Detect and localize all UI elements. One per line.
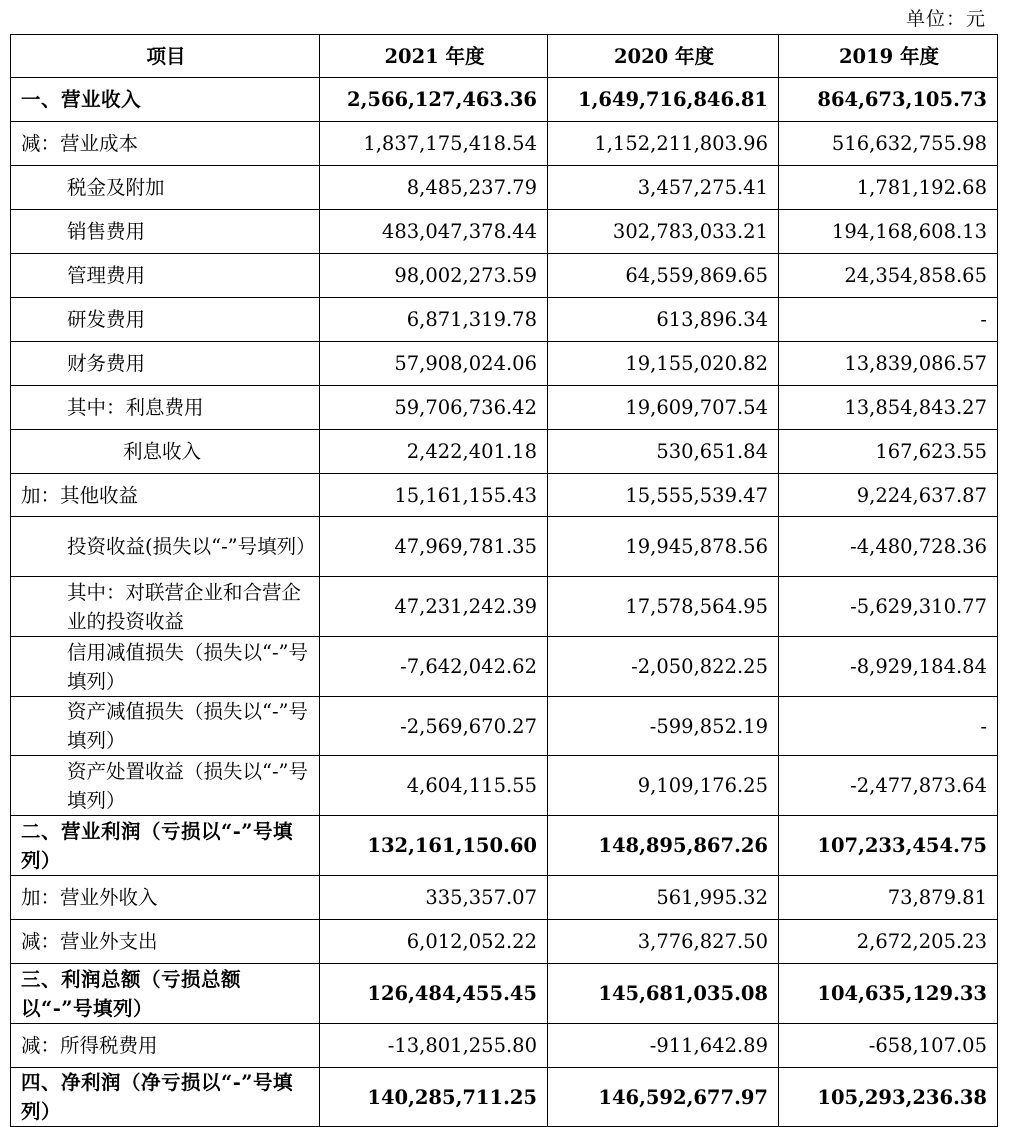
value-2019: 194,168,608.13 (779, 210, 998, 254)
table-row (11, 577, 998, 637)
value-2020: 1,649,716,846.81 (548, 78, 779, 122)
row-label: 一、营业收入 (11, 78, 320, 122)
value-2020: 19,945,878.56 (548, 517, 779, 577)
value-2019: -2,477,873.64 (779, 756, 998, 816)
value-2020: 3,776,827.50 (548, 920, 779, 964)
table-header-row (11, 35, 998, 78)
value-2021: 140,285,711.25 (320, 1068, 548, 1127)
value-2020: -599,852.19 (548, 697, 779, 756)
row-label: 加：其他收益 (11, 474, 320, 517)
value-2021: 15,161,155.43 (320, 474, 548, 517)
value-2021: 6,871,319.78 (320, 298, 548, 342)
value-2019: 13,839,086.57 (779, 342, 998, 386)
value-2021: -2,569,670.27 (320, 697, 548, 756)
value-2019: 9,224,637.87 (779, 474, 998, 517)
row-label: 资产减值损失（损失以“-”号填列） (11, 697, 320, 756)
value-2020: 530,651.84 (548, 430, 779, 474)
row-label: 三、利润总额（亏损总额以“-”号填列） (11, 964, 320, 1024)
value-2019: - (779, 697, 998, 756)
value-2021: 98,002,273.59 (320, 254, 548, 298)
table-row (11, 298, 998, 342)
row-label: 其中：对联营企业和合营企业的投资收益 (11, 577, 320, 637)
table-row (11, 1024, 998, 1068)
table-row (11, 122, 998, 166)
row-label: 二、营业利润（亏损以“-”号填列） (11, 816, 320, 876)
value-2020: 19,155,020.82 (548, 342, 779, 386)
value-2021: 2,422,401.18 (320, 430, 548, 474)
value-2020: 1,152,211,803.96 (548, 122, 779, 166)
unit-label: 单位：元 (905, 8, 986, 30)
value-2020: 64,559,869.65 (548, 254, 779, 298)
value-2021: 47,969,781.35 (320, 517, 548, 577)
header-2021: 2021 年度 (320, 35, 548, 78)
value-2020: 302,783,033.21 (548, 210, 779, 254)
value-2019: 167,623.55 (779, 430, 998, 474)
value-2021: -7,642,042.62 (320, 637, 548, 697)
table-row (11, 342, 998, 386)
row-label: 投资收益(损失以“-”号填列） (11, 517, 320, 577)
value-2021: 335,357.07 (320, 876, 548, 920)
value-2019: 105,293,236.38 (779, 1068, 998, 1127)
table-row (11, 430, 998, 474)
table-row (11, 1068, 998, 1127)
value-2019: 1,781,192.68 (779, 166, 998, 210)
table-row (11, 637, 998, 697)
row-label: 销售费用 (11, 210, 320, 254)
value-2020: -2,050,822.25 (548, 637, 779, 697)
value-2020: 148,895,867.26 (548, 816, 779, 876)
value-2021: 483,047,378.44 (320, 210, 548, 254)
value-2019: 24,354,858.65 (779, 254, 998, 298)
row-label: 四、净利润（净亏损以“-”号填列） (11, 1068, 320, 1127)
table-row (11, 210, 998, 254)
table-row (11, 964, 998, 1024)
value-2020: 15,555,539.47 (548, 474, 779, 517)
row-label: 信用减值损失（损失以“-”号填列） (11, 637, 320, 697)
value-2019: -4,480,728.36 (779, 517, 998, 577)
value-2019: -658,107.05 (779, 1024, 998, 1068)
value-2021: -13,801,255.80 (320, 1024, 548, 1068)
row-label: 管理费用 (11, 254, 320, 298)
header-item: 项目 (11, 35, 320, 78)
value-2021: 8,485,237.79 (320, 166, 548, 210)
value-2020: 613,896.34 (548, 298, 779, 342)
row-label: 税金及附加 (11, 166, 320, 210)
table-row (11, 166, 998, 210)
value-2021: 57,908,024.06 (320, 342, 548, 386)
value-2021: 132,161,150.60 (320, 816, 548, 876)
table-row (11, 756, 998, 816)
value-2019: 13,854,843.27 (779, 386, 998, 430)
row-label: 其中：利息费用 (11, 386, 320, 430)
value-2021: 126,484,455.45 (320, 964, 548, 1024)
value-2019: 2,672,205.23 (779, 920, 998, 964)
row-label: 资产处置收益（损失以“-”号填列） (11, 756, 320, 816)
value-2019: -5,629,310.77 (779, 577, 998, 637)
value-2020: -911,642.89 (548, 1024, 779, 1068)
table-row (11, 254, 998, 298)
value-2019: -8,929,184.84 (779, 637, 998, 697)
table-row (11, 386, 998, 430)
value-2020: 9,109,176.25 (548, 756, 779, 816)
value-2021: 6,012,052.22 (320, 920, 548, 964)
row-label: 加：营业外收入 (11, 876, 320, 920)
table-row (11, 920, 998, 964)
table-row (11, 816, 998, 876)
table-row (11, 517, 998, 577)
header-2019: 2019 年度 (779, 35, 998, 78)
value-2020: 561,995.32 (548, 876, 779, 920)
row-label: 减：营业外支出 (11, 920, 320, 964)
table-row (11, 474, 998, 517)
value-2019: 864,673,105.73 (779, 78, 998, 122)
value-2020: 145,681,035.08 (548, 964, 779, 1024)
table-row (11, 876, 998, 920)
table-row (11, 78, 998, 122)
value-2019: 104,635,129.33 (779, 964, 998, 1024)
row-label: 利息收入 (11, 430, 320, 474)
value-2021: 59,706,736.42 (320, 386, 548, 430)
value-2019: 516,632,755.98 (779, 122, 998, 166)
value-2019: 73,879.81 (779, 876, 998, 920)
value-2020: 19,609,707.54 (548, 386, 779, 430)
value-2020: 3,457,275.41 (548, 166, 779, 210)
row-label: 减：营业成本 (11, 122, 320, 166)
value-2020: 17,578,564.95 (548, 577, 779, 637)
row-label: 研发费用 (11, 298, 320, 342)
value-2021: 47,231,242.39 (320, 577, 548, 637)
header-2020: 2020 年度 (548, 35, 779, 78)
income-statement-table (10, 34, 998, 1127)
value-2021: 1,837,175,418.54 (320, 122, 548, 166)
value-2021: 4,604,115.55 (320, 756, 548, 816)
value-2019: 107,233,454.75 (779, 816, 998, 876)
value-2020: 146,592,677.97 (548, 1068, 779, 1127)
row-label: 减：所得税费用 (11, 1024, 320, 1068)
value-2019: - (779, 298, 998, 342)
row-label: 财务费用 (11, 342, 320, 386)
value-2021: 2,566,127,463.36 (320, 78, 548, 122)
table-row (11, 697, 998, 756)
